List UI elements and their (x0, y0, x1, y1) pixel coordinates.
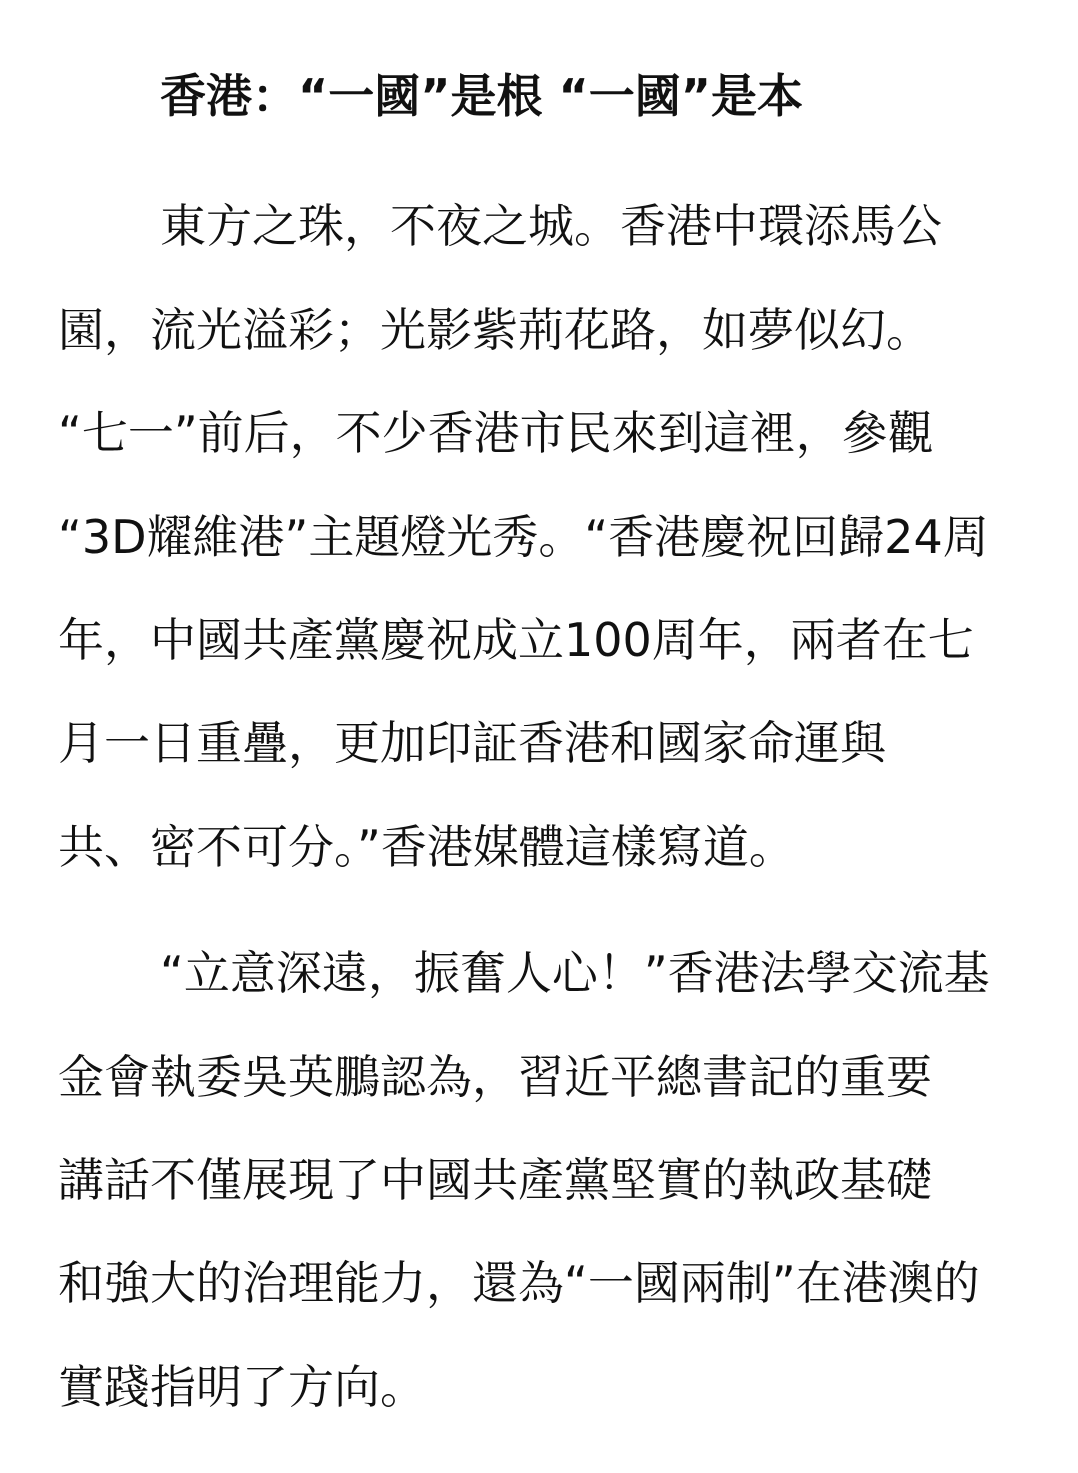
paragraph-line: 實踐指明了方向。 (58, 1360, 426, 1414)
paragraph-line: 金會執委吳英鵬認為，習近平總書記的重要 (58, 1050, 932, 1104)
article-title: 香港：“一國”是根 “一國”是本 (160, 69, 803, 123)
paragraph-line: 東方之珠，不夜之城。香港中環添馬公 (160, 199, 942, 253)
paragraph-line: 共、密不可分。”香港媒體這樣寫道。 (58, 820, 795, 874)
paragraph-line: “立意深遠，振奮人心！”香港法學交流基 (160, 946, 990, 1000)
paragraph-line: 園，流光溢彩；光影紫荊花路，如夢似幻。 (58, 303, 932, 357)
paragraph-line: “3D耀維港”主題燈光秀。“香港慶祝回歸24周 (58, 510, 989, 564)
paragraph-line: “七一”前后，不少香港市民來到這裡，參觀 (58, 406, 934, 460)
paragraph-line: 和強大的治理能力，還為“一國兩制”在港澳的 (58, 1256, 980, 1310)
paragraph-line: 講話不僅展現了中國共產黨堅實的執政基礎 (58, 1153, 932, 1207)
paragraph-line: 年，中國共產黨慶祝成立100周年，兩者在七 (58, 613, 974, 667)
paragraph-line: 月一日重疊，更加印証香港和國家命運與 (58, 716, 886, 770)
